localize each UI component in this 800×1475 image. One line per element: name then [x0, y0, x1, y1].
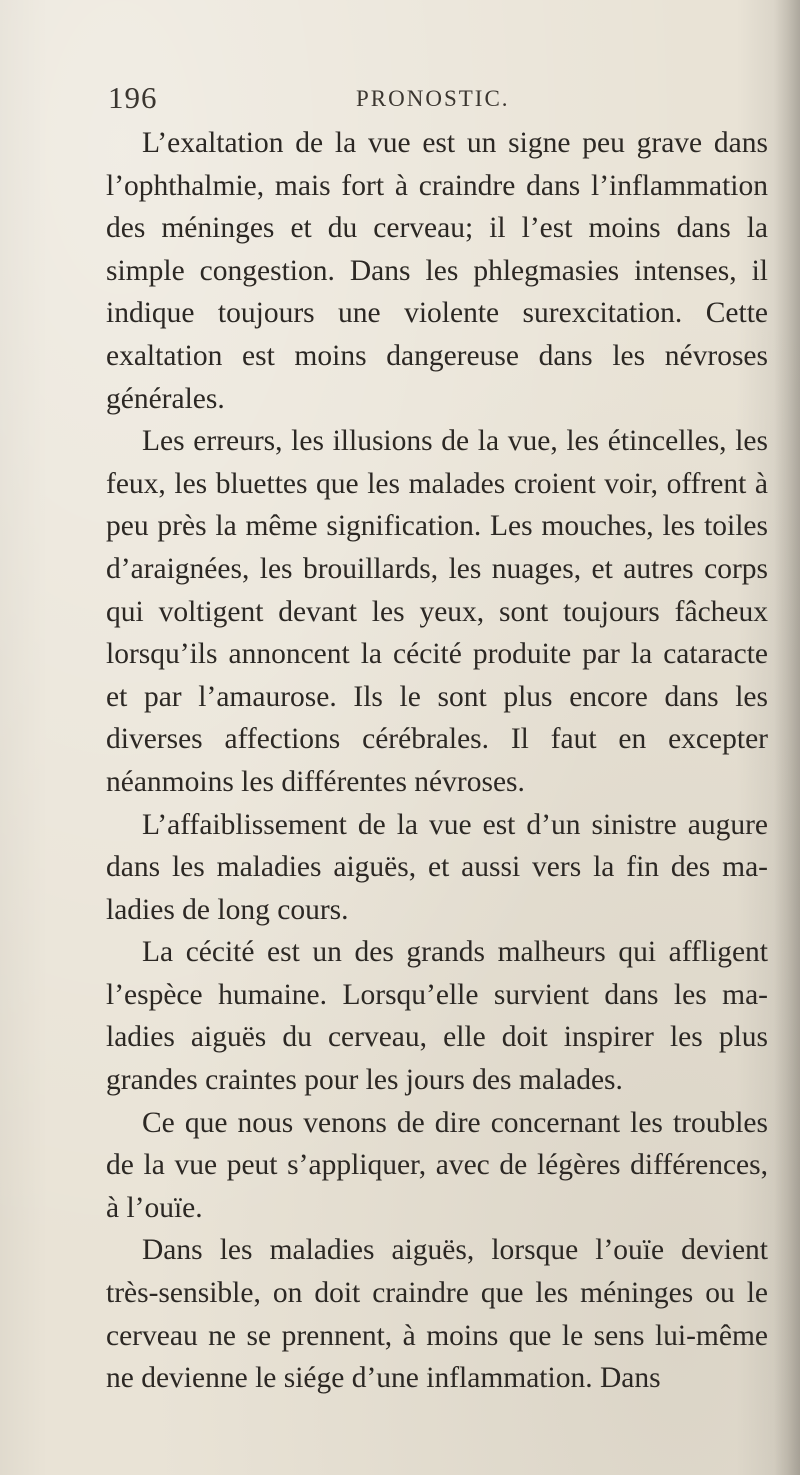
paragraph-cecite: La cécité est un des grands malheurs qui affligent l’espèce humaine. Lorsqu’elle survient dans les maladies aiguës du cerveau, elle doit inspirer les plus grandes craintes pour les jours des malades. — [106, 936, 768, 1097]
paragraph-ouie: Dans les maladies aiguës, lorsque l’ouïe devient très-sensible, on doit craindre que les méninges ou le cerveau ne se prennent, à moins que le sens lui-même ne devienne le siége d’une inflammation. Dans — [106, 1234, 768, 1395]
page-number: 196 — [108, 80, 158, 115]
paragraph-troubles: Ce que nous venons de dire concernant les troubles de la vue peut s’appliquer, avec de légères différences, à l’ouïe. — [106, 1106, 768, 1224]
running-head — [108, 80, 768, 124]
paragraph-affaiblissement: L’affaiblissement de la vue est d’un sinistre augure dans les maladies aiguës, et aussi vers la fin des maladies de long cours. — [106, 808, 768, 926]
body-text — [106, 122, 768, 1400]
paragraph-exaltation: L’exaltation de la vue est un signe peu grave dans l’ophthalmie, mais fort à craindre dans l’inflammation des méninges et du cerveau; il l’est moins dans la simple congestion. Dans les phlegmasies intenses, il indique toujours une violente surexcitation. Cette exaltation est moins dangereuse dans les névroses générales. — [106, 127, 768, 415]
paragraph-erreurs: Les erreurs, les illusions de la vue, les étincelles, les feux, les bluettes que les malades croient voir, offrent à peu près la même signification. Les mouches, les toiles d’araignées, les brouillards, les nuages, et autres corps qui voltigent devant les yeux, sont toujours fâcheux lorsqu’ils annoncent la cécité produite par la cataracte et par l’amaurose. Ils le sont plus encore dans les diverses affections cérébrales. Il faut en excepter néanmoins les différentes névroses. — [106, 425, 768, 798]
page-edge-shadow — [774, 0, 800, 1475]
running-title: PRONOSTIC. — [356, 86, 510, 111]
